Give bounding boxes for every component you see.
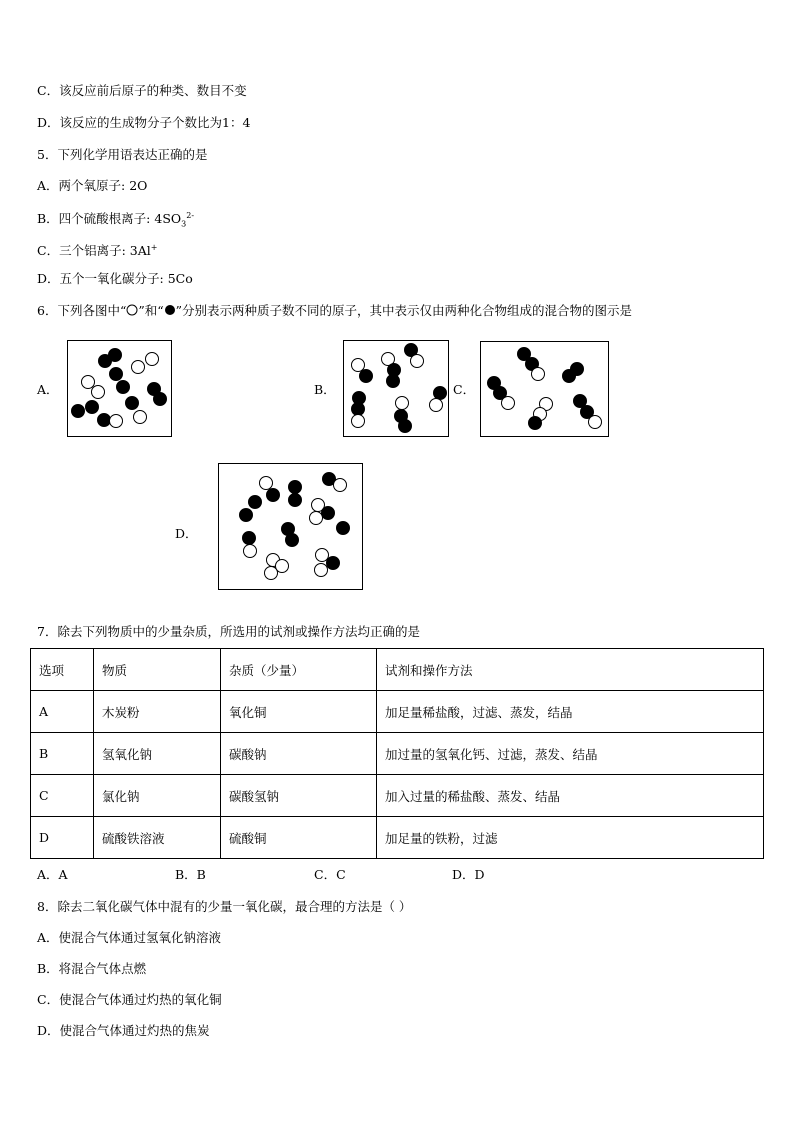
- q5-option-b: [37, 208, 194, 233]
- q4-option-d: D．该反应的生成物分子个数比为1：4: [37, 115, 251, 130]
- q5-stem: 5．下列化学用语表达正确的是: [37, 147, 208, 162]
- table-cell: 氧化铜: [221, 691, 377, 733]
- q7-choices: [37, 867, 497, 883]
- figure-b-molecules: [344, 341, 448, 436]
- figure-c-label: C．: [453, 382, 476, 397]
- table-cell: D: [31, 817, 94, 859]
- table-cell: 碳酸氢钠: [221, 775, 377, 817]
- table-header-row: [31, 649, 764, 691]
- table-cell: 加入过量的稀盐酸、蒸发、结晶: [377, 775, 764, 817]
- figure-c-molecules: [481, 342, 608, 436]
- table-header-cell: 杂质（少量）: [221, 649, 377, 691]
- table-row: [31, 691, 764, 733]
- q7-choice-a: A．A: [37, 867, 68, 882]
- figure-d-molecules: [219, 464, 362, 589]
- q6-stem-end: ”分别表示两种质子数不同的原子，其中表示仅由两种化合物组成的混合物的图示是: [175, 303, 633, 318]
- q4-option-c: C．该反应前后原子的种类、数目不变: [37, 83, 247, 98]
- table-cell: C: [31, 775, 94, 817]
- figure-b-label: B．: [314, 382, 336, 397]
- table-cell: 氯化钠: [94, 775, 221, 817]
- q5-option-d: D．五个一氧化碳分子: 5Co: [37, 271, 193, 286]
- q5-option-b-text: B．四个硫酸根离子: 4SO: [37, 211, 182, 227]
- table-row: [31, 733, 764, 775]
- figure-d: [218, 463, 363, 590]
- table-cell: 氢氧化钠: [94, 733, 221, 775]
- q8-option-b: B．将混合气体点燃: [37, 961, 147, 976]
- table-cell: 硫酸铁溶液: [94, 817, 221, 859]
- q6-stem-middle: ”和“: [138, 303, 164, 318]
- table-header-cell: 物质: [94, 649, 221, 691]
- q8-option-c: C．使混合气体通过灼热的氧化铜: [37, 992, 222, 1007]
- q7-stem: 7．除去下列物质中的少量杂质，所选用的试剂或操作方法均正确的是: [37, 624, 420, 639]
- table-cell: 碳酸钠: [221, 733, 377, 775]
- black-atom-icon: [164, 304, 176, 316]
- table-row: [31, 817, 764, 859]
- table-cell: 木炭粉: [94, 691, 221, 733]
- q5-option-b-subscript: 3: [181, 219, 187, 229]
- q5-option-c-text: C．三个铝离子: 3Al: [37, 243, 151, 259]
- figure-d-label: D．: [175, 526, 198, 541]
- table-cell: 加过量的氢氧化钙、过滤，蒸发、结晶: [377, 733, 764, 775]
- white-atom-icon: [126, 304, 138, 316]
- q5-option-c-superscript: +: [150, 243, 158, 252]
- figure-b: [343, 340, 449, 437]
- table-cell: 加足量的铁粉，过滤: [377, 817, 764, 859]
- q6-stem-start: 6．下列各图中“: [37, 303, 127, 318]
- q7-choice-c: C．C: [314, 867, 346, 882]
- table-header-cell: 选项: [31, 649, 94, 691]
- table-cell: A: [31, 691, 94, 733]
- q5-option-b-superscript: 2-: [186, 211, 195, 220]
- figure-a-label: A．: [37, 382, 59, 397]
- table-cell: B: [31, 733, 94, 775]
- table-header-cell: 试剂和操作方法: [377, 649, 764, 691]
- q7-table: [30, 648, 764, 859]
- q5-option-c: [37, 240, 157, 259]
- q7-choice-b: B．B: [175, 867, 206, 882]
- q5-option-a: A．两个氧原子: 2O: [37, 178, 148, 193]
- q8-option-a: A．使混合气体通过氢氧化钠溶液: [37, 930, 222, 945]
- table-cell: 加足量稀盐酸，过滤、蒸发，结晶: [377, 691, 764, 733]
- table-row: [31, 775, 764, 817]
- figure-c: [480, 341, 609, 437]
- q7-choice-d: D．D: [452, 867, 485, 882]
- q8-option-d: D．使混合气体通过灼热的焦炭: [37, 1023, 210, 1038]
- q8-stem: 8．除去二氧化碳气体中混有的少量一氧化碳，最合理的方法是（ ）: [37, 899, 412, 914]
- figure-a: [67, 340, 172, 437]
- q6-stem: [37, 303, 632, 319]
- figure-a-molecules: [68, 341, 171, 436]
- table-cell: 硫酸铜: [221, 817, 377, 859]
